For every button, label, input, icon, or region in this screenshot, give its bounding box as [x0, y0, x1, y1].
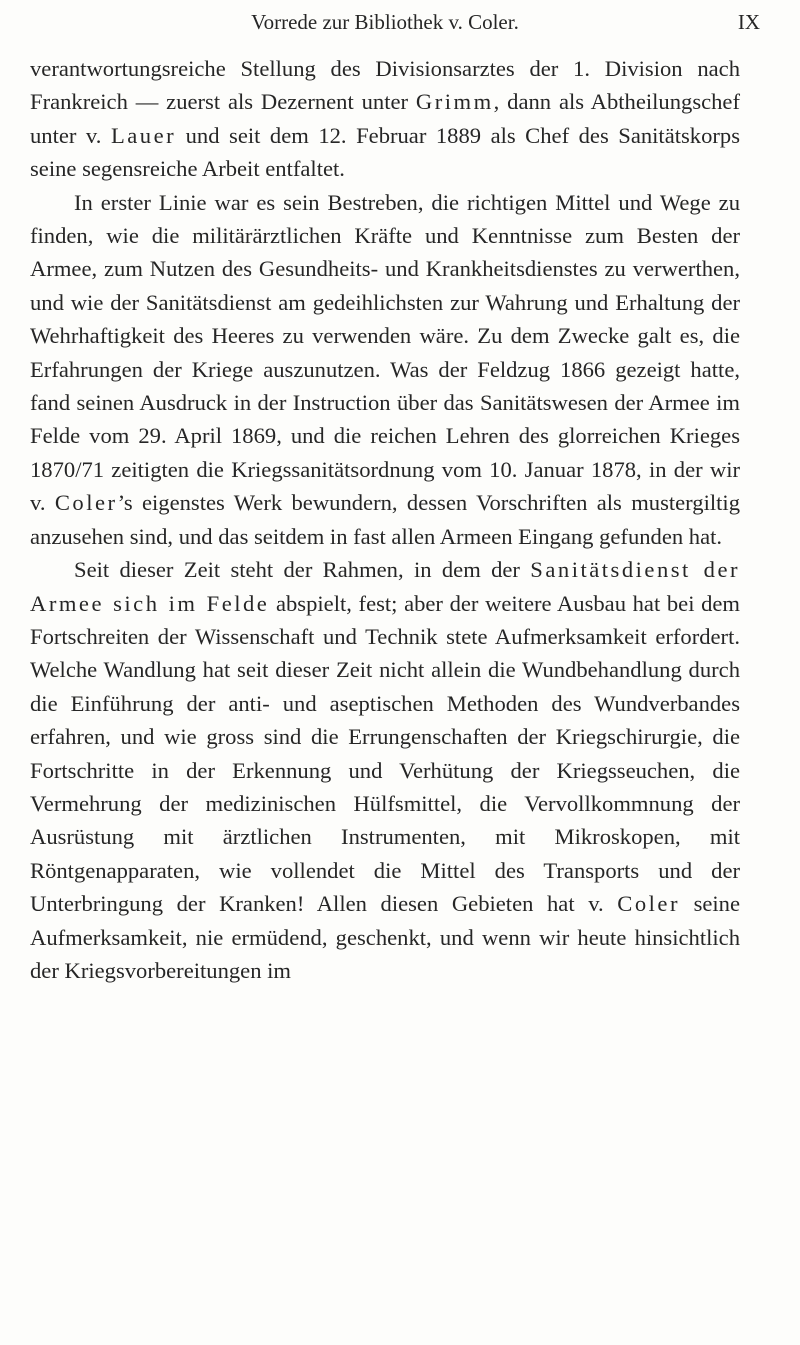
text-segment: und seit dem 12. Februar 1889 als Chef des Sanitätskorps seine segensreiche Arbeit entfaltet. [30, 122, 740, 182]
paragraph [30, 553, 740, 987]
text-segment: abspielt, fest; aber der weitere Ausbau hat bei dem Fortschreiten der Wissenschaft und Technik stete Aufmerksamkeit erfordert. Welche Wandlung hat seit dieser Zeit nicht allein die Wundbehandlung durch die Einführung der anti- und aseptischen Methoden des Wundverbandes erfahren, und wie gross sind die Errungenschaften der Kriegschirurgie, die Fortschritte in der Erkennung und Verhütung der Kriegsseuchen, die Vermehrung der medizinischen Hülfsmittel, die Vervollkommnung der Ausrüstung mit ärztlichen Instrumenten, mit Mikroskopen, mit Röntgenapparaten, wie vollendet die Mittel des Transports und der Unterbringung der Kranken! Allen diesen Gebieten hat v. [30, 590, 741, 917]
emphasized-text: Lauer [110, 122, 177, 148]
emphasized-text: Grimm [415, 89, 494, 115]
running-header [30, 0, 760, 50]
paragraph [30, 186, 740, 553]
text-segment: seine Aufmerksamkeit, nie ermüdend, geschenkt, und wenn wir heute hinsichtlich der Kriegsvorbereitungen im [30, 891, 741, 983]
body-text [30, 52, 740, 987]
text-segment: Seit dieser Zeit steht der Rahmen, in dem der [74, 557, 531, 583]
page-number: IX [737, 10, 760, 34]
text-segment: ’s eigenstes Werk bewundern, dessen Vorschriften als mustergiltig anzusehen sind, und das seitdem in fast allen Armeen Eingang gefunden hat. [30, 490, 740, 549]
text-segment: , dann als Abtheilungschef unter v. [30, 89, 740, 148]
running-title: Vorrede zur Bibliothek v. Coler. [251, 10, 519, 34]
text-segment: In erster Linie war es sein Bestreben, die richtigen Mittel und Wege zu finden, wie die militärärztlichen Kräfte und Kenntnisse zum Besten der Armee, zum Nutzen des Gesundheits- und Krankheitsdienstes zu verwerthen, und wie der Sanitätsdienst am gedeihlichsten zur Wahrung und Erhaltung der Wehrhaftigkeit des Heeres zu verwenden wäre. Zu dem Zwecke galt es, die Erfahrungen der Kriege auszunutzen. Was der Feldzug 1866 gezeigt hatte, fand seinen Ausdruck in der Instruction über das Sanitätswesen der Armee im Felde vom 29. April 1869, und die reichen Lehren des glorreichen Krieges 1870/71 zeitigten die Kriegssanitätsordnung vom 10. Januar 1878, in der wir v. [30, 189, 740, 516]
text-segment: verantwortungsreiche Stellung des Divisionsarztes der 1. Division nach Frankreich — zuerst als Dezernent unter [30, 56, 740, 115]
paragraph [30, 52, 740, 186]
emphasized-text: Coler [617, 891, 680, 917]
emphasized-text: Sanitätsdienst der Armee sich im Felde [30, 557, 740, 616]
emphasized-text: Coler [54, 490, 118, 516]
